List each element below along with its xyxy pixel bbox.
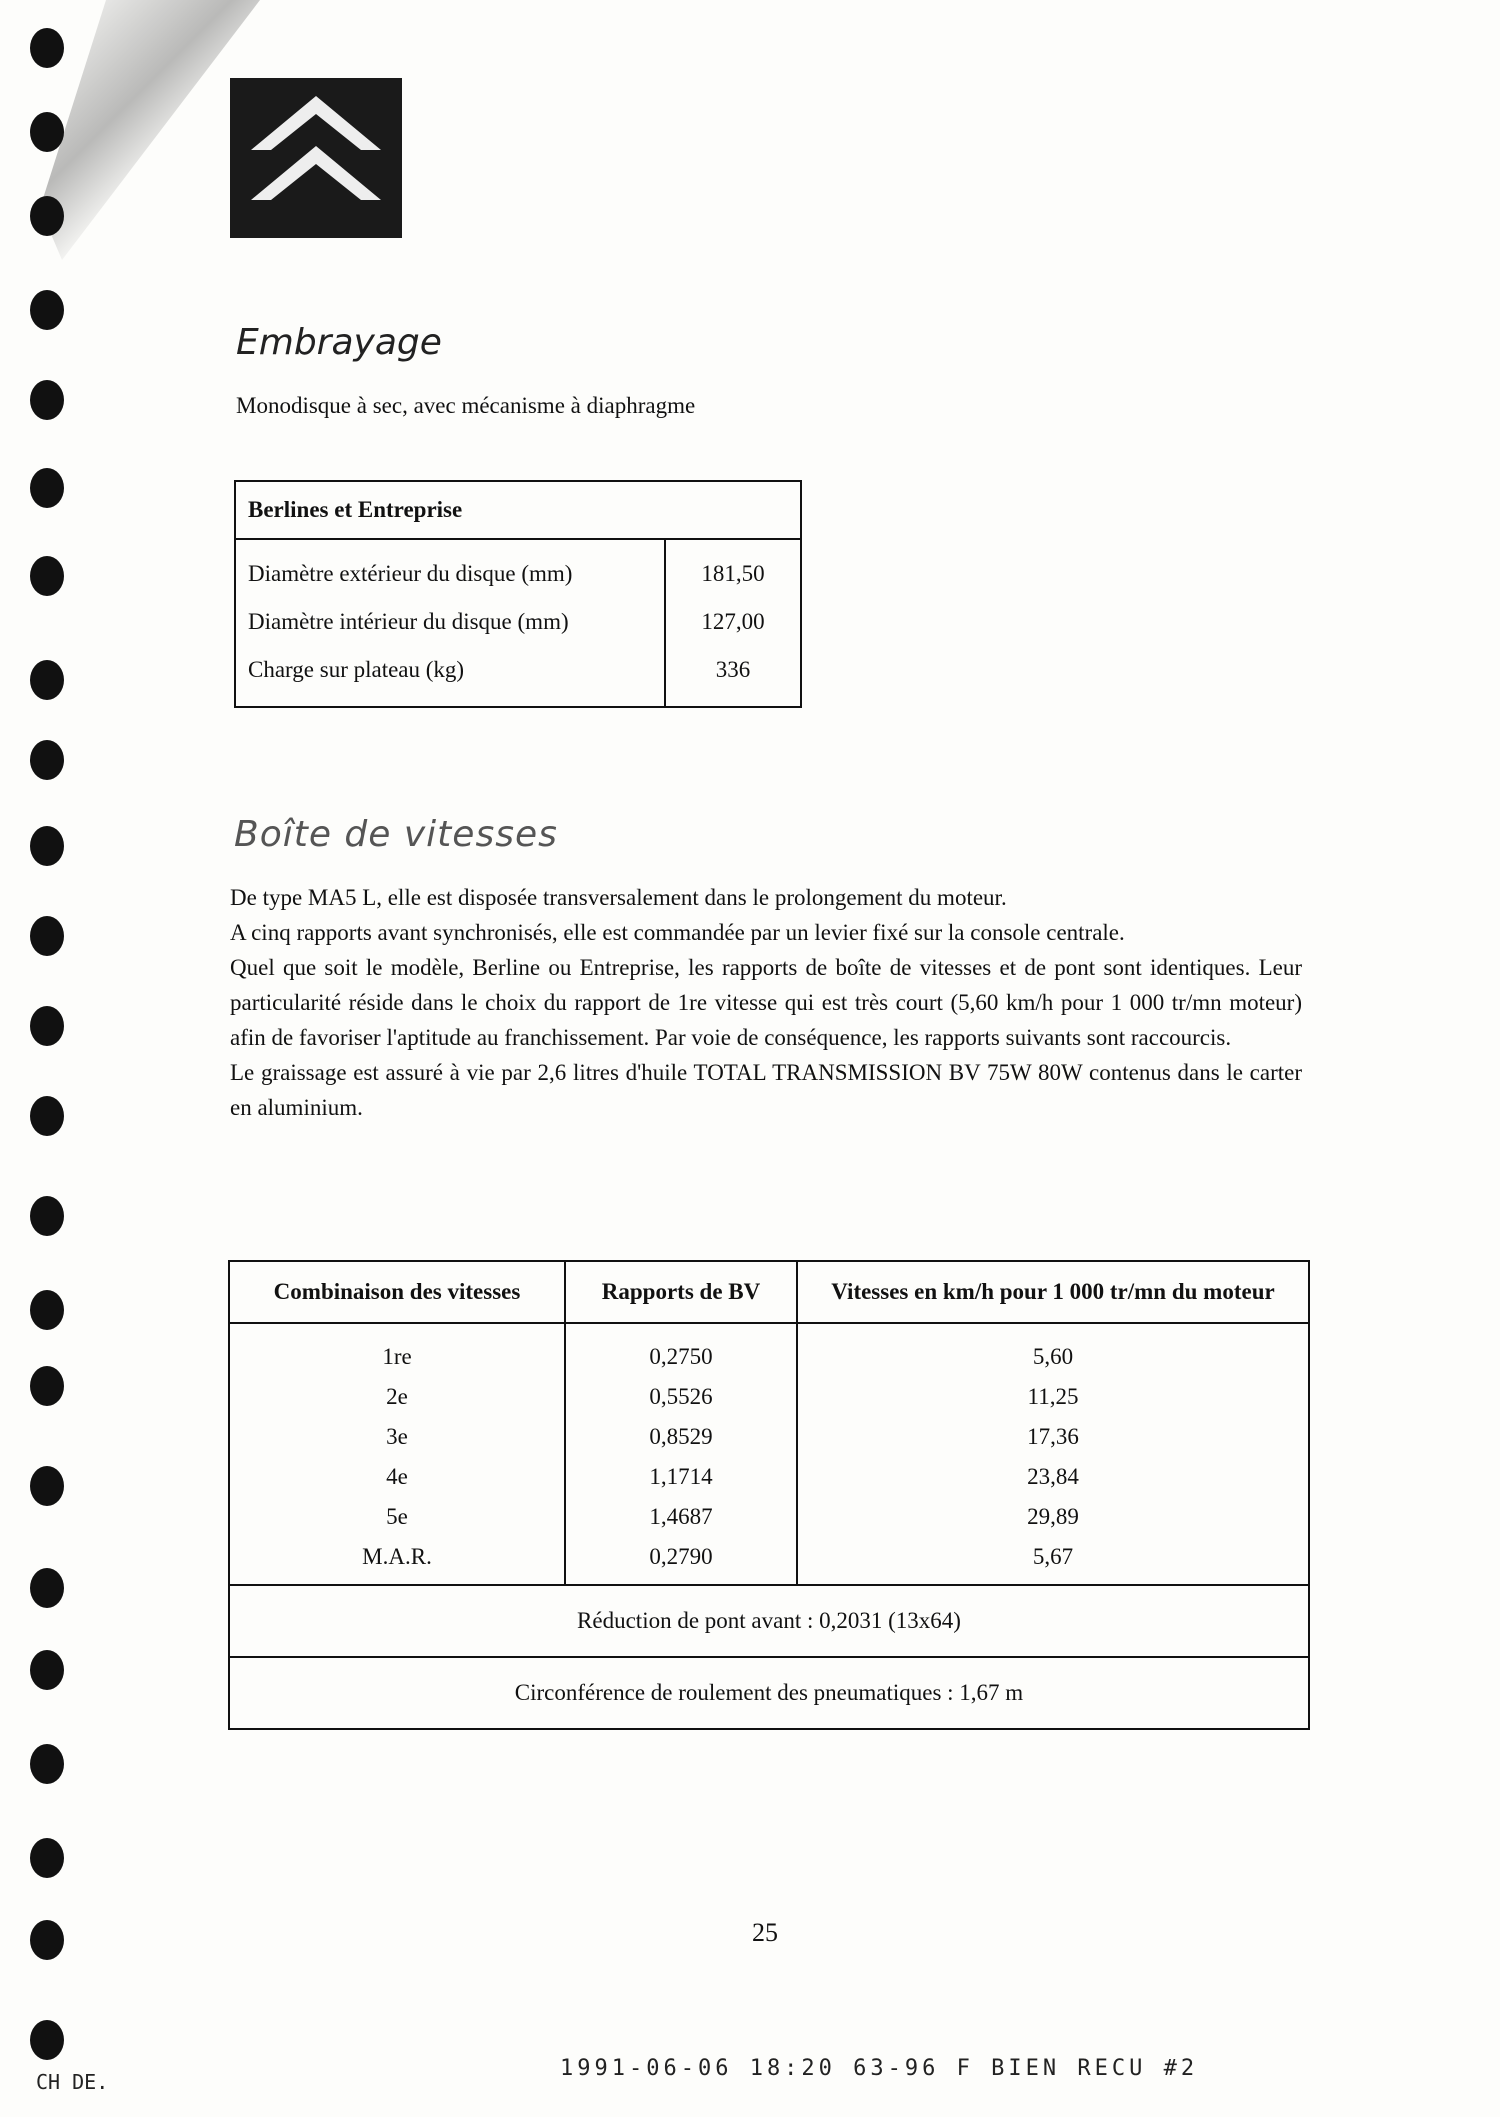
binder-hole: [30, 1838, 64, 1878]
fax-footer-left: CH DE.: [36, 2070, 109, 2094]
table-row: [229, 1537, 1309, 1585]
gearbox-table: [228, 1260, 1310, 1730]
binder-hole: [30, 660, 64, 700]
binder-hole: [30, 290, 64, 330]
binder-hole: [30, 28, 64, 68]
reduction-note: Réduction de pont avant : 0,2031 (13x64): [229, 1585, 1309, 1657]
ratio-cell: 0,5526: [565, 1377, 797, 1417]
row-label: Diamètre intérieur du disque (mm): [248, 609, 569, 634]
speed-cell: 29,89: [797, 1497, 1309, 1537]
section-heading-boite: Boîte de vitesses: [234, 814, 558, 855]
row-value: 127,00: [665, 598, 801, 646]
binder-hole: [30, 2020, 64, 2060]
binder-hole: [30, 1920, 64, 1960]
gear-cell: 3e: [229, 1417, 565, 1457]
row-label: Diamètre extérieur du disque (mm): [248, 561, 573, 586]
binder-hole: [30, 468, 64, 508]
binder-hole: [30, 1096, 64, 1136]
binder-hole: [30, 740, 64, 780]
embrayage-description: Monodisque à sec, avec mécanisme à diaphragme: [236, 393, 696, 418]
row-value: 181,50: [665, 539, 801, 598]
table-row: [229, 1457, 1309, 1497]
binder-hole: [30, 1568, 64, 1608]
binder-hole: [30, 1006, 64, 1046]
ratio-cell: 0,8529: [565, 1417, 797, 1457]
column-header: Combinaison des vitesses: [229, 1261, 565, 1323]
gear-cell: 2e: [229, 1377, 565, 1417]
binder-hole: [30, 1466, 64, 1506]
binder-hole: [30, 1290, 64, 1330]
ratio-cell: 0,2750: [565, 1323, 797, 1377]
binder-holes: [30, 0, 90, 2117]
table-row: [229, 1377, 1309, 1417]
ratio-cell: 1,1714: [565, 1457, 797, 1497]
page-number: 25: [752, 1918, 778, 1947]
gear-cell: 5e: [229, 1497, 565, 1537]
embrayage-table-header: Berlines et Entreprise: [235, 481, 801, 539]
table-row: [229, 1417, 1309, 1457]
binder-hole: [30, 1650, 64, 1690]
table-row: [235, 646, 801, 707]
column-header: Vitesses en km/h pour 1 000 tr/mn du moteur: [797, 1261, 1309, 1323]
ratio-cell: 1,4687: [565, 1497, 797, 1537]
chevron-logo: [230, 78, 402, 238]
row-label: Charge sur plateau (kg): [248, 657, 465, 682]
speed-cell: 23,84: [797, 1457, 1309, 1497]
speed-cell: 5,67: [797, 1537, 1309, 1585]
binder-hole: [30, 112, 64, 152]
paragraph: A cinq rapports avant synchronisés, elle est commandée par un levier fixé sur la console centrale.: [230, 920, 1125, 945]
table-row: [235, 539, 801, 598]
section-heading-embrayage: Embrayage: [236, 322, 442, 363]
gear-cell: M.A.R.: [229, 1537, 565, 1585]
circumference-note: Circonférence de roulement des pneumatiques : 1,67 m: [229, 1657, 1309, 1729]
ratio-cell: 0,2790: [565, 1537, 797, 1585]
speed-cell: 11,25: [797, 1377, 1309, 1417]
speed-cell: 17,36: [797, 1417, 1309, 1457]
row-value: 336: [665, 646, 801, 707]
paragraph: Quel que soit le modèle, Berline ou Entreprise, les rapports de boîte de vitesses et de pont sont identiques. Leur particularité réside dans le choix du rapport de 1re vitesse qui est très court (5,60 km/h pour 1 000 tr/mn moteur) afin de favoriser l'aptitude au franchissement. Par voie de conséquence, les rapports suivants sont raccourcis.: [230, 955, 1302, 1050]
column-header: Rapports de BV: [565, 1261, 797, 1323]
speed-cell: 5,60: [797, 1323, 1309, 1377]
boite-description: [230, 880, 1302, 1125]
fax-footer: 1991-06-06 18:20 63-96 F BIEN RECU #2: [560, 2056, 1199, 2081]
gear-cell: 4e: [229, 1457, 565, 1497]
binder-hole: [30, 1366, 64, 1406]
binder-hole: [30, 916, 64, 956]
table-row: [229, 1497, 1309, 1537]
table-row: [235, 598, 801, 646]
binder-hole: [30, 1196, 64, 1236]
binder-hole: [30, 1744, 64, 1784]
chevron-icon: [241, 88, 391, 228]
binder-hole: [30, 826, 64, 866]
embrayage-table: [234, 480, 802, 708]
binder-hole: [30, 556, 64, 596]
binder-hole: [30, 196, 64, 236]
gear-cell: 1re: [229, 1323, 565, 1377]
paragraph: De type MA5 L, elle est disposée transversalement dans le prolongement du moteur.: [230, 885, 1007, 910]
table-row: [229, 1323, 1309, 1377]
paragraph: Le graissage est assuré à vie par 2,6 litres d'huile TOTAL TRANSMISSION BV 75W 80W contenus dans le carter en aluminium.: [230, 1060, 1302, 1120]
binder-hole: [30, 380, 64, 420]
